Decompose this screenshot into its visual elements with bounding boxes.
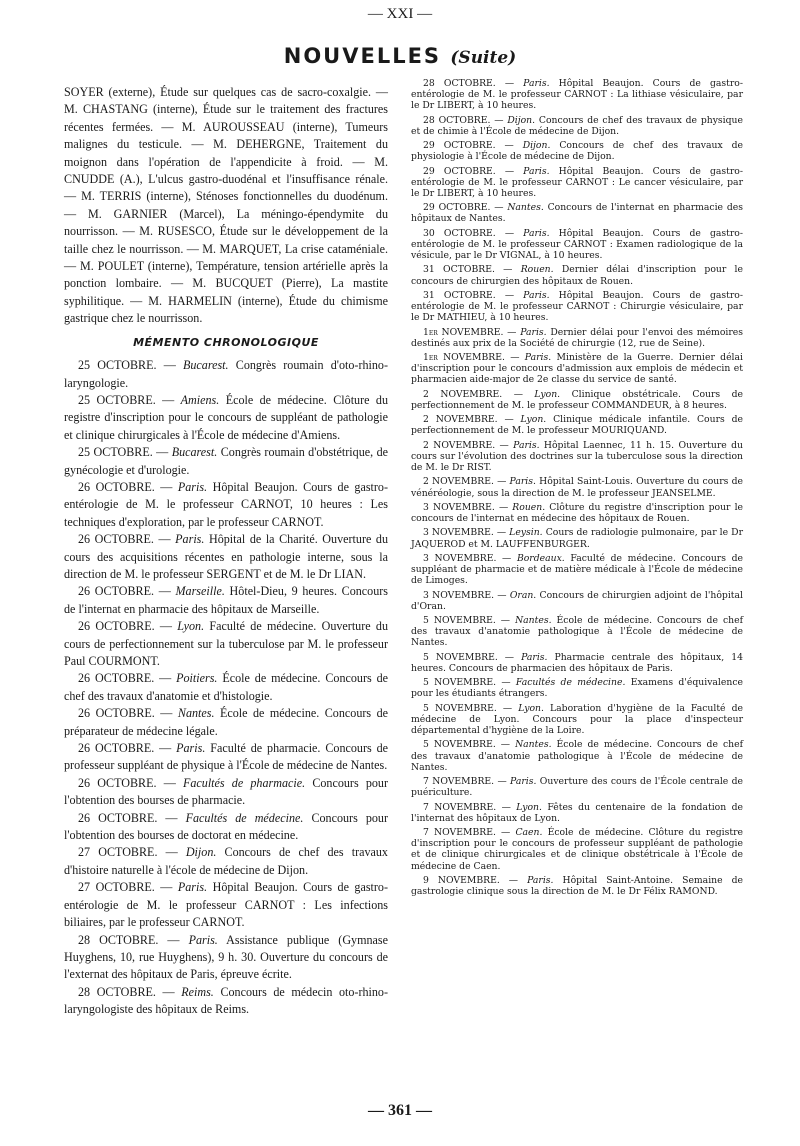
entry-text: Hôpital Saint-Louis. Ouverture du cours de vénéréologie, sous la direction de M. le professeur JEANSELME. bbox=[411, 476, 744, 499]
entry-text: Pharmacie centrale des hôpitaux, 14 heures. Concours de pharmacien des hôpitaux de Paris. bbox=[411, 651, 743, 674]
memento-entry: 26 OCTOBRE. — Poitiers. École de médecine. Concours de chef des travaux d'anatomie et d'histologie. bbox=[64, 671, 388, 703]
entry-date: 9 NOVEMBRE. bbox=[423, 874, 500, 886]
intro-paragraph: SOYER (externe), Étude sur quelques cas de sacro-coxalgie. — M. CHASTANG (interne), Étude sur le traitement des fractures récentes fermées. — M. AUROUSSEAU (interne), Tumeurs malignes du testicule. — M. DEHERGNE, Traitement du moignon dans l'opération de l'appendicite à froid. — M. CNUDDE (A.), L'ulcus gastro-duodénal et l'insuffisance rénale. — M. TERRIS (interne), Sténoses fonctionnelles du duodénum. — M. GARNIER (Marcel), La méningo-épendymite du nourrisson. — M. RUSESCO, Étude sur le développement de la taille chez le nourrisson. — M. MARQUET, La crise cataméniale. — M. POULET (interne), Température, tension artérielle après la ponction lombaire. — M. BUCQUET (Pierre), La mastite syphilitique. — M. HARMELIN (interne), Étude du chimisme gastrique chez le nourrisson. bbox=[64, 85, 388, 326]
section-heading: MÉMENTO CHRONOLOGIQUE bbox=[133, 335, 319, 349]
memento-entry: 5 NOVEMBRE. — Lyon. Laboration d'hygiène de la Faculté de médecine de Lyon. Concours pour la place d'inspecteur départemental d'hygiène de la Loire. bbox=[411, 702, 743, 737]
entry-city: Paris. bbox=[523, 78, 550, 89]
memento-entry: 7 NOVEMBRE. — Lyon. Fêtes du centenaire de la fondation de l'internat des hôpitaux de Lyon. bbox=[411, 801, 743, 824]
page-number-roman: — XXI — bbox=[367, 6, 433, 22]
entry-city: Paris. bbox=[523, 165, 550, 177]
entry-date: 7 NOVEMBRE. bbox=[423, 776, 495, 788]
entry-city: Paris. bbox=[509, 476, 536, 488]
entry-city: Caen. bbox=[515, 827, 543, 839]
memento-entry: 27 OCTOBRE. — Dijon. Concours de chef des travaux d'histoire naturelle à l'école de médecine de Dijon. bbox=[64, 845, 388, 877]
title-main: NOUVELLES bbox=[283, 44, 442, 68]
memento-entry: 2 NOVEMBRE. — Lyon. Clinique médicale infantile. Cours de perfectionnement de M. le professeur MOURIQUAND. bbox=[411, 414, 743, 437]
entry-date: 25 OCTOBRE. bbox=[78, 445, 153, 460]
entry-city: Dijon. bbox=[185, 845, 217, 860]
entry-date: 2 NOVEMBRE. bbox=[423, 414, 498, 426]
entry-date: 7 NOVEMBRE. bbox=[423, 801, 497, 813]
entry-text: École de médecine. Concours de chef des travaux d'anatomie pathologique à l'École de médecine de Nantes. bbox=[411, 739, 743, 773]
memento-entry: 25 OCTOBRE. — Amiens. École de médecine. Clôture du registre d'inscription pour le concours de suppléant de pathologie et clinique chirurgicales à l'École de médecine d'Amiens. bbox=[64, 392, 388, 442]
entry-city: Paris. bbox=[524, 352, 552, 364]
entry-text: Hôtel-Dieu, 9 heures. Concours de l'internat en pharmacie des hôpitaux de Marseille. bbox=[64, 584, 388, 616]
entry-date: 29 OCTOBRE. bbox=[423, 202, 491, 214]
entry-city: Facultés de médecine. bbox=[185, 810, 304, 825]
entry-city: Paris. bbox=[520, 326, 547, 338]
memento-entry: 26 OCTOBRE. — Paris. Faculté de pharmacie. Concours de professeur suppléant de physique à l'École de médecine de Nantes. bbox=[64, 741, 388, 773]
title-suffix: (Suite) bbox=[450, 48, 517, 68]
memento-entry: 29 OCTOBRE. — Nantes. Concours de l'internat en pharmacie des hôpitaux de Nantes. bbox=[411, 202, 743, 225]
entry-text: Dernier délai d'inscription pour le concours de chirurgien des hôpitaux de Rouen. bbox=[411, 264, 743, 287]
memento-entry: 26 OCTOBRE. — Marseille. Hôtel-Dieu, 9 heures. Concours de l'internat en pharmacie des hôpitaux de Marseille. bbox=[64, 584, 388, 616]
entry-date: 30 OCTOBRE. bbox=[423, 227, 496, 239]
left-column bbox=[64, 84, 388, 1019]
entry-text: Ouverture des cours de l'École centrale de puériculture. bbox=[411, 776, 743, 799]
memento-entry: 27 OCTOBRE. — Paris. Hôpital Beaujon. Cours de gastro-entérologie de M. le professeur CARNOT : Les infections biliaires, par le professeur CARNOT. bbox=[64, 880, 388, 930]
entry-text: Hôpital Beaujon. Cours de gastro-entérologie de M. le professeur CARNOT : Examen radiologique de la vésicule, par le Dr VIGNAL, à 10 heures. bbox=[411, 227, 743, 262]
entry-city: Bucarest. bbox=[183, 358, 229, 373]
memento-entry: 26 OCTOBRE. — Facultés de pharmacie. Concours pour l'obtention des bourses de pharmacie. bbox=[64, 775, 389, 808]
entry-date: 3 NOVEMBRE. bbox=[423, 552, 497, 564]
entry-text: Assistance publique (Gymnase Huyghens, 10, rue Huyghens), 9 h. 30. Ouverture du concours de l'externat des hôpitaux de Paris, épreuve écrite. bbox=[64, 932, 388, 982]
entry-city: Lyon. bbox=[516, 801, 542, 813]
entry-city: Paris. bbox=[177, 479, 208, 494]
entry-text: Concours de médecin oto-rhino-laryngologiste des hôpitaux de Reims. bbox=[64, 984, 388, 1017]
page-number: — 361 — bbox=[368, 1102, 432, 1119]
entry-date: 26 OCTOBRE. bbox=[78, 584, 155, 599]
entry-date: 28 OCTOBRE. bbox=[423, 78, 496, 89]
entry-city: Rouen. bbox=[512, 501, 546, 513]
memento-entry: 5 NOVEMBRE. — Paris. Pharmacie centrale des hôpitaux, 14 heures. Concours de pharmacien des hôpitaux de Paris. bbox=[411, 651, 743, 674]
entry-text: Concours de chef des travaux de physique et de chimie à l'École de médecine de Dijon. bbox=[411, 114, 743, 137]
memento-entry: 2 NOVEMBRE. — Paris. Hôpital Laennec, 11 h. 15. Ouverture du cours sur l'évolution des doctrines sur la tuberculose sous la direction de M. le Dr RIST. bbox=[411, 439, 743, 474]
entry-text: École de médecine. Concours de préparateur de médecine légale. bbox=[64, 706, 388, 738]
entry-date: 25 OCTOBRE. bbox=[78, 358, 157, 373]
entry-city: Paris. bbox=[188, 932, 218, 947]
memento-entry: 3 NOVEMBRE. — Oran. Concours de chirurgien adjoint de l'hôpital d'Oran. bbox=[411, 589, 743, 612]
entry-date: 5 NOVEMBRE. bbox=[423, 651, 498, 663]
entry-date: 5 NOVEMBRE. bbox=[423, 615, 496, 627]
entry-text: Laboration d'hygiène de la Faculté de médecine de Lyon. Concours pour la place d'inspecteur départemental d'hygiène de la Loire. bbox=[411, 702, 743, 737]
entry-city: Dijon. bbox=[522, 140, 551, 152]
entry-text: Concours pour l'obtention des bourses de doctorat en médecine. bbox=[64, 810, 388, 843]
memento-entry: 3 NOVEMBRE. — Rouen. Clôture du registre d'inscription pour le concours de l'internat en médecine des hôpitaux de Rouen. bbox=[411, 501, 743, 525]
entry-city: Leysin. bbox=[509, 527, 543, 539]
entry-text: Faculté de médecine. Ouverture du cours de perfectionnement sur la tuberculose par M. le professeur Paul COURMONT. bbox=[64, 619, 388, 668]
entry-city: Oran. bbox=[509, 589, 537, 601]
memento-entry: 5 NOVEMBRE. — Nantes. École de médecine. Concours de chef des travaux d'anatomie pathologique à l'École de médecine de Nantes. bbox=[411, 615, 743, 649]
entry-city: Nantes. bbox=[515, 615, 552, 627]
memento-entry: 26 OCTOBRE. — Lyon. Faculté de médecine. Ouverture du cours de perfectionnement sur la tuberculose par M. le professeur Paul COURMONT. bbox=[64, 619, 388, 668]
entry-text: Concours de chef des travaux de physiologie à l'École de médecine de Dijon. bbox=[411, 140, 743, 163]
entry-date: 1er NOVEMBRE. bbox=[423, 352, 505, 364]
entry-city: Poitiers. bbox=[176, 671, 218, 686]
memento-entry: 3 NOVEMBRE. — Bordeaux. Faculté de médecine. Concours de suppléant de pharmacie et de matière médicale à l'École de médecine de Limoges. bbox=[411, 552, 743, 587]
entry-date: 26 OCTOBRE. bbox=[78, 671, 155, 686]
entry-date: 29 OCTOBRE. bbox=[423, 165, 496, 177]
entry-date: 31 OCTOBRE. bbox=[423, 289, 496, 301]
entry-date: 2 NOVEMBRE. bbox=[423, 439, 496, 451]
page-title bbox=[0, 44, 800, 68]
entry-city: Lyon. bbox=[520, 414, 547, 426]
entry-date: 3 NOVEMBRE. bbox=[423, 501, 495, 513]
entry-text: Hôpital de la Charité. Ouverture du cours des acquisitions récentes en pathologie interne, sous la direction de M. le professeur SERGENT et de M. le Dr LIAN. bbox=[64, 532, 389, 581]
entry-date: 26 OCTOBRE. bbox=[78, 775, 157, 790]
memento-entry: 28 OCTOBRE. — Reims. Concours de médecin oto-rhino-laryngologiste des hôpitaux de Reims. bbox=[64, 984, 388, 1017]
memento-entry: 26 OCTOBRE. — Paris. Hôpital de la Charité. Ouverture du cours des acquisitions récentes en pathologie interne, sous la direction de M. le professeur SERGENT et de M. le Dr LIAN. bbox=[64, 532, 389, 581]
entry-date: 25 OCTOBRE. bbox=[78, 392, 156, 407]
entry-date: 28 OCTOBRE. bbox=[423, 114, 491, 126]
entry-date: 26 OCTOBRE. bbox=[78, 619, 155, 634]
entry-date: 31 OCTOBRE. bbox=[423, 264, 495, 276]
entry-text: École de médecine. Clôture du registre d'inscription pour le concours de suppléant de pathologie et clinique chirurgicales à l'École de médecine d'Amiens. bbox=[64, 392, 388, 442]
memento-entry: 1er NOVEMBRE. — Paris. Ministère de la Guerre. Dernier délai d'inscription pour le concours d'admission aux emplois de médecin et pharmacien aide-major de 2e classe du service de santé. bbox=[411, 352, 743, 386]
entry-city: Nantes. bbox=[507, 202, 544, 214]
entry-city: Amiens. bbox=[180, 392, 220, 407]
entry-date: 26 OCTOBRE. bbox=[78, 479, 155, 494]
entry-city: Paris. bbox=[521, 651, 548, 663]
entry-text: Concours pour l'obtention des bourses de pharmacie. bbox=[64, 775, 389, 808]
entry-city: Rouen. bbox=[520, 264, 554, 276]
entry-date: 28 OCTOBRE. bbox=[78, 932, 159, 947]
memento-entry: 30 OCTOBRE. — Paris. Hôpital Beaujon. Cours de gastro-entérologie de M. le professeur CARNOT : Examen radiologique de la vésicule, par le Dr VIGNAL, à 10 heures. bbox=[411, 227, 743, 262]
right-column bbox=[411, 78, 743, 900]
entry-text: Examens d'équivalence pour les étudiants étrangers. bbox=[411, 677, 743, 700]
right-entries-list bbox=[411, 78, 743, 897]
entry-date: 27 OCTOBRE. bbox=[78, 880, 155, 895]
entry-date: 26 OCTOBRE. bbox=[78, 810, 158, 825]
entry-city: Paris. bbox=[513, 439, 540, 451]
entry-city: Paris. bbox=[176, 741, 206, 756]
entry-text: Hôpital Beaujon. Cours de gastro-entérologie de M. le professeur CARNOT : Le cancer vésiculaire, par le Dr LIBERT, à 10 heures. bbox=[411, 165, 743, 199]
memento-entry: 29 OCTOBRE. — Paris. Hôpital Beaujon. Cours de gastro-entérologie de M. le professeur CARNOT : Le cancer vésiculaire, par le Dr LIBERT, à 10 heures. bbox=[411, 165, 743, 199]
entry-date: 1er NOVEMBRE. bbox=[423, 326, 504, 338]
entry-date: 26 OCTOBRE. bbox=[78, 706, 155, 721]
entry-date: 5 NOVEMBRE. bbox=[423, 739, 496, 751]
memento-entry: 9 NOVEMBRE. — Paris. Hôpital Saint-Antoine. Semaine de gastrologie clinique sous la direction de M. le Dr Félix RAMOND. bbox=[411, 874, 744, 898]
entry-city: Paris. bbox=[177, 880, 208, 895]
entry-city: Paris. bbox=[523, 289, 550, 301]
entry-city: Lyon. bbox=[534, 388, 561, 400]
entry-date: 27 OCTOBRE. bbox=[78, 845, 158, 860]
entry-city: Paris. bbox=[523, 227, 550, 239]
entry-city: Paris. bbox=[510, 776, 537, 788]
entry-text: Hôpital Beaujon. Cours de gastro-entérologie de M. le professeur CARNOT : Chirurgie vésiculaire, par le Dr MATHIEU, à 10 heures. bbox=[411, 289, 743, 324]
entry-text: Dernier délai pour l'envoi des mémoires destinés aux prix de la Société de chirurgie (12, rue de Seine). bbox=[411, 326, 743, 349]
entry-text: École de médecine. Concours de chef des travaux d'anatomie pathologique à l'École de médecine de Nantes. bbox=[411, 615, 743, 649]
entry-city: Facultés de pharmacie. bbox=[182, 775, 306, 790]
entry-text: Hôpital Beaujon. Cours de gastro-entérologie de M. le professeur CARNOT : La lithiase vésiculaire, par le Dr LIBERT, à 10 heures. bbox=[411, 78, 743, 112]
entry-city: Reims. bbox=[181, 984, 214, 999]
memento-entry: 26 OCTOBRE. — Facultés de médecine. Concours pour l'obtention des bourses de doctorat en médecine. bbox=[64, 810, 388, 843]
memento-entry: 31 OCTOBRE. — Rouen. Dernier délai d'inscription pour le concours de chirurgien des hôpitaux de Rouen. bbox=[411, 264, 743, 287]
entry-text: Concours de chirurgien adjoint de l'hôpital d'Oran. bbox=[411, 589, 743, 612]
entry-text: Clôture du registre d'inscription pour le concours de l'internat en médecine des hôpitaux de Rouen. bbox=[411, 501, 743, 525]
entry-date: 5 NOVEMBRE. bbox=[423, 702, 497, 714]
entry-text: Ministère de la Guerre. Dernier délai d'inscription pour le concours d'admission aux emplois de médecin et pharmacien aide-major de 2e classe du service de santé. bbox=[411, 352, 743, 386]
entry-date: 5 NOVEMBRE. bbox=[423, 677, 497, 689]
entry-text: École de médecine. Clôture du registre d'inscription pour le concours de professeur suppléant de pathologie et de clinique chirurgicales et de clinique obstétricale à l'École de médecine de Caen. bbox=[411, 827, 743, 872]
entry-date: 29 OCTOBRE. bbox=[423, 140, 496, 152]
entry-date: 2 NOVEMBRE. bbox=[423, 476, 494, 488]
entry-text: Congrès roumain d'oto-rhino-laryngologie. bbox=[64, 358, 389, 390]
left-entries-list bbox=[64, 357, 388, 1018]
entry-text: Faculté de pharmacie. Concours de professeur suppléant de physique à l'École de médecine de Nantes. bbox=[64, 741, 388, 773]
entry-city: Paris. bbox=[527, 874, 554, 886]
memento-entry: 25 OCTOBRE. — Bucarest. Congrès roumain d'obstétrique, de gynécologie et d'urologie. bbox=[64, 445, 388, 477]
entry-text: Clinique médicale infantile. Cours de perfectionnement de M. le professeur MOURIQUAND. bbox=[411, 414, 743, 437]
memento-entry: 2 NOVEMBRE. — Lyon. Clinique obstétricale. Cours de perfectionnement de M. le professeur COMMANDEUR, à 8 heures. bbox=[411, 388, 743, 411]
entry-text: Congrès roumain d'obstétrique, de gynécologie et d'urologie. bbox=[64, 445, 388, 477]
entry-date: 26 OCTOBRE. bbox=[78, 741, 155, 756]
memento-entry: 26 OCTOBRE. — Nantes. École de médecine. Concours de préparateur de médecine légale. bbox=[64, 706, 388, 738]
entry-city: Dijon. bbox=[507, 114, 536, 126]
memento-entry: 26 OCTOBRE. — Paris. Hôpital Beaujon. Cours de gastro-entérologie de M. le professeur CARNOT, 10 heures : Les techniques d'exploration, par le professeur CARNOT. bbox=[64, 479, 388, 529]
memento-entry: 28 OCTOBRE. — Paris. Assistance publique (Gymnase Huyghens, 10, rue Huyghens), 9 h. 30. Ouverture du concours de l'externat des hôpitaux de Paris, épreuve écrite. bbox=[64, 932, 388, 982]
memento-entry: 5 NOVEMBRE. — Facultés de médecine. Examens d'équivalence pour les étudiants étrangers. bbox=[411, 677, 743, 700]
entry-date: 3 NOVEMBRE. bbox=[423, 527, 494, 539]
memento-entry: 31 OCTOBRE. — Paris. Hôpital Beaujon. Cours de gastro-entérologie de M. le professeur CARNOT : Chirurgie vésiculaire, par le Dr MATHIEU, à 10 heures. bbox=[411, 289, 743, 324]
entry-text: Concours de chef des travaux d'histoire naturelle à l'école de médecine de Dijon. bbox=[64, 845, 388, 877]
entry-city: Marseille. bbox=[175, 584, 225, 599]
entry-city: Bordeaux. bbox=[516, 552, 565, 564]
memento-entry: 5 NOVEMBRE. — Nantes. École de médecine. Concours de chef des travaux d'anatomie pathologique à l'École de médecine de Nantes. bbox=[411, 739, 743, 773]
entry-city: Lyon. bbox=[518, 702, 544, 714]
memento-entry: 25 OCTOBRE. — Bucarest. Congrès roumain d'oto-rhino-laryngologie. bbox=[64, 358, 389, 390]
entry-date: 2 NOVEMBRE. bbox=[423, 388, 503, 400]
entry-date: 7 NOVEMBRE. bbox=[423, 827, 496, 839]
entry-city: Nantes. bbox=[515, 739, 552, 751]
entry-date: 3 NOVEMBRE. bbox=[423, 589, 495, 601]
entry-text: Clinique obstétricale. Cours de perfectionnement de M. le professeur COMMANDEUR, à 8 heures. bbox=[411, 388, 743, 411]
memento-entry: 28 OCTOBRE. — Dijon. Concours de chef des travaux de physique et de chimie à l'École de médecine de Dijon. bbox=[411, 114, 743, 137]
entry-text: Fêtes du centenaire de la fondation de l'internat des hôpitaux de Lyon. bbox=[411, 801, 743, 824]
memento-entry: 1er NOVEMBRE. — Paris. Dernier délai pour l'envoi des mémoires destinés aux prix de la Société de chirurgie (12, rue de Seine). bbox=[411, 326, 743, 349]
entry-text: Concours de l'internat en pharmacie des hôpitaux de Nantes. bbox=[411, 202, 743, 225]
entry-text: École de médecine. Concours de chef des travaux d'anatomie et d'histologie. bbox=[64, 671, 388, 703]
entry-city: Bucarest. bbox=[171, 445, 218, 460]
memento-entry: 3 NOVEMBRE. — Leysin. Cours de radiologie pulmonaire, par le Dr JAQUEROD et M. LAUFFENBURGER. bbox=[411, 527, 743, 550]
memento-entry: 29 OCTOBRE. — Dijon. Concours de chef des travaux de physiologie à l'École de médecine de Dijon. bbox=[411, 140, 743, 163]
entry-city: Nantes. bbox=[177, 706, 215, 721]
entry-city: Lyon. bbox=[177, 619, 205, 634]
entry-city: Facultés de médecine. bbox=[515, 677, 626, 689]
memento-entry: 2 NOVEMBRE. — Paris. Hôpital Saint-Louis. Ouverture du cours de vénéréologie, sous la direction de M. le professeur JEANSELME. bbox=[411, 476, 744, 499]
entry-date: 26 OCTOBRE. bbox=[78, 532, 154, 547]
entry-text: Hôpital Saint-Antoine. Semaine de gastrologie clinique sous la direction de M. le Dr Félix RAMOND. bbox=[411, 874, 744, 898]
memento-entry: 28 OCTOBRE. — Paris. Hôpital Beaujon. Cours de gastro-entérologie de M. le professeur CARNOT : La lithiase vésiculaire, par le Dr LIBERT, à 10 heures. bbox=[411, 78, 743, 112]
entry-date: 28 OCTOBRE. bbox=[78, 984, 156, 999]
entry-text: Cours de radiologie pulmonaire, par le Dr JAQUEROD et M. LAUFFENBURGER. bbox=[411, 527, 743, 550]
entry-text: Hôpital Laennec, 11 h. 15. Ouverture du cours sur l'évolution des doctrines sur la tuberculose sous la direction de M. le Dr RIST. bbox=[411, 439, 743, 474]
entry-text: Faculté de médecine. Concours de suppléant de pharmacie et de matière médicale à l'École de médecine de Limoges. bbox=[411, 552, 743, 587]
entry-text: Hôpital Beaujon. Cours de gastro-entérologie de M. le professeur CARNOT, 10 heures : Les techniques d'exploration, par le professeur CARNOT. bbox=[64, 479, 388, 529]
entry-text: Hôpital Beaujon. Cours de gastro-entérologie de M. le professeur CARNOT : Les infections biliaires, par le professeur CARNOT. bbox=[64, 880, 388, 930]
memento-entry: 7 NOVEMBRE. — Paris. Ouverture des cours de l'École centrale de puériculture. bbox=[411, 776, 743, 799]
memento-entry: 7 NOVEMBRE. — Caen. École de médecine. Clôture du registre d'inscription pour le concours de professeur suppléant de pathologie et de clinique chirurgicales et de clinique obstétricale à l'École de médecine de Caen. bbox=[411, 827, 743, 872]
entry-city: Paris. bbox=[175, 532, 205, 547]
